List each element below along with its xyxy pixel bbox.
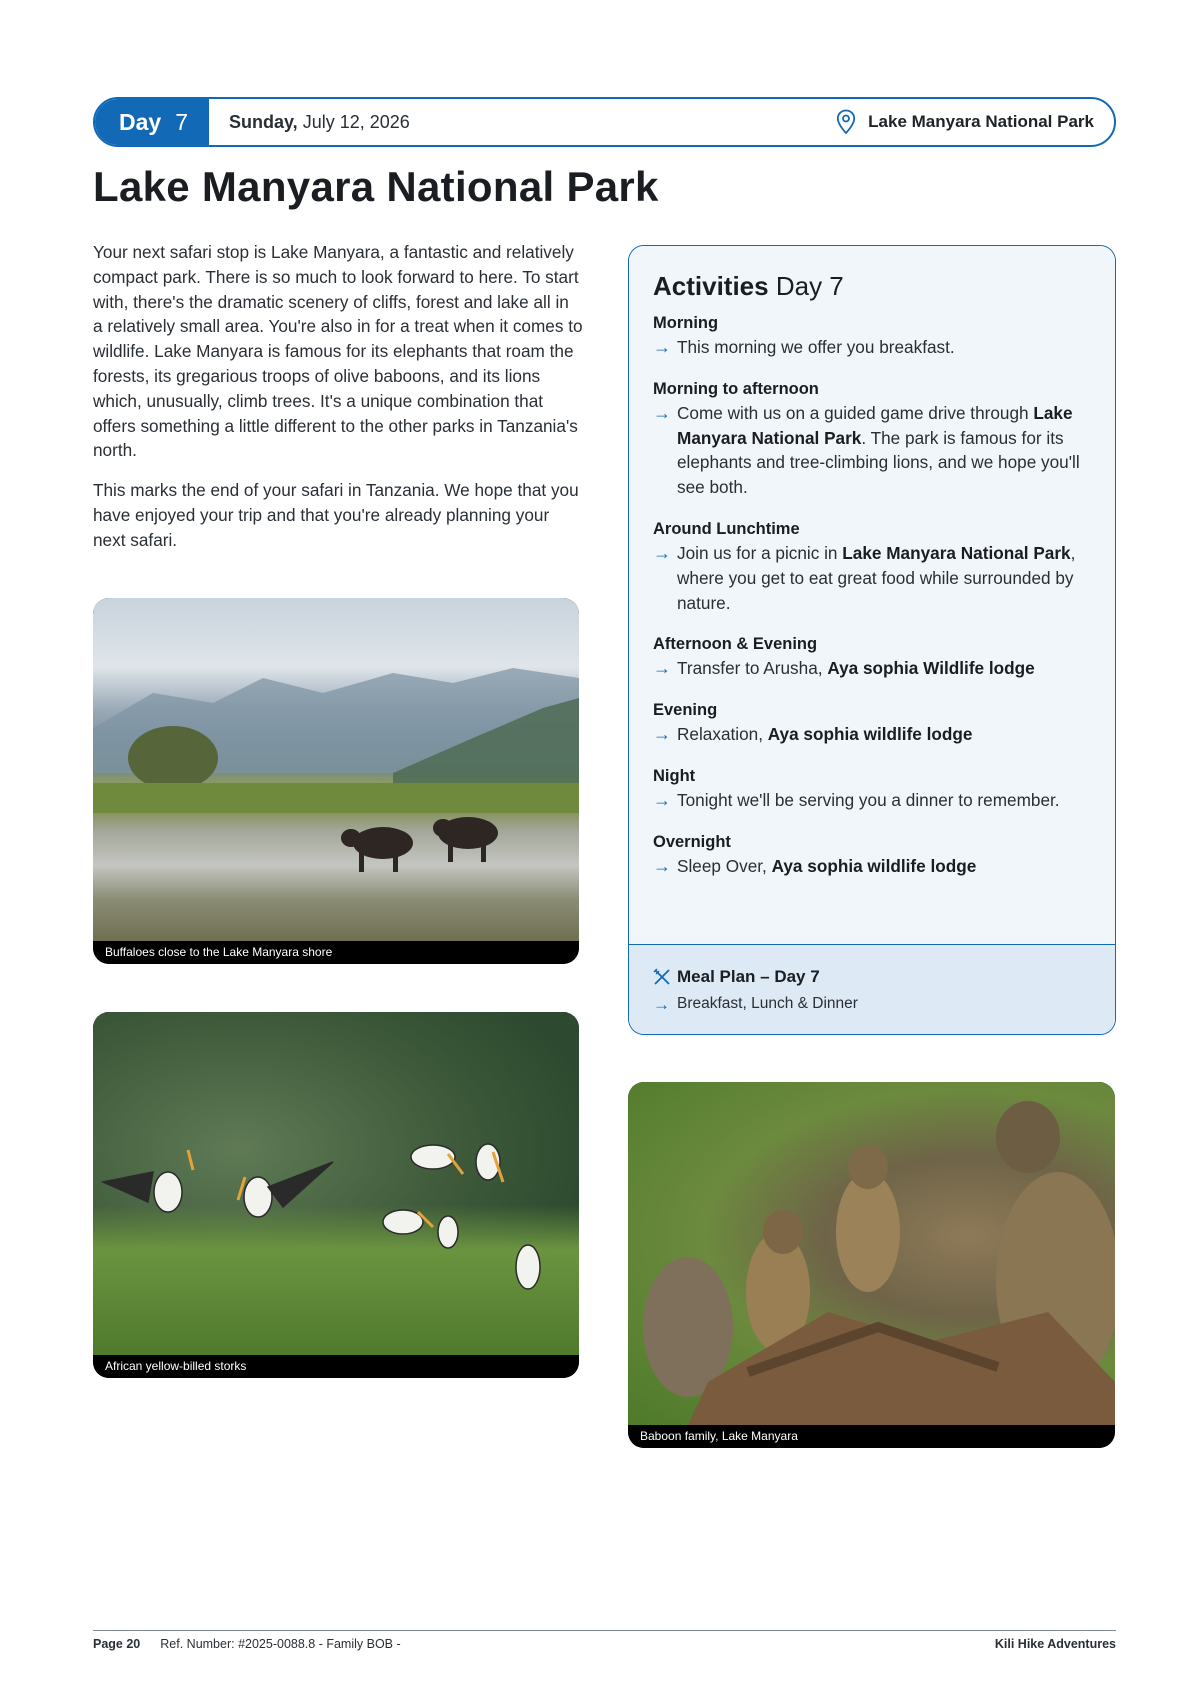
- arrow-right-icon: →: [653, 789, 671, 810]
- arrow-right-icon: →: [653, 542, 671, 563]
- day-date: [209, 112, 836, 133]
- buffalo-caption: Buffaloes close to the Lake Manyara shore: [93, 941, 579, 964]
- activity-time: Morning to afternoon: [653, 379, 819, 398]
- buffalo-image: [93, 598, 579, 941]
- day-number: 7: [175, 108, 188, 135]
- arrow-right-icon: →: [653, 402, 671, 423]
- meal-plan-title: Meal Plan – Day 7: [677, 967, 820, 986]
- storks-photo: [93, 1012, 579, 1378]
- activity-item: [653, 380, 1091, 500]
- arrow-right-icon: →: [653, 658, 671, 679]
- baboons-photo: [628, 1082, 1115, 1448]
- storks-image: [93, 1012, 579, 1355]
- meal-plan: [629, 944, 1115, 1035]
- activity-time: Overnight: [653, 832, 731, 851]
- activity-item: [653, 314, 1091, 360]
- intro-paragraph-2: This marks the end of your safari in Tanzania. We hope that you have enjoyed your trip and that you're already planning your next safari.: [93, 480, 579, 550]
- day-date-text: July 12, 2026: [302, 111, 410, 132]
- arrow-right-icon: →: [653, 724, 671, 745]
- arrow-right-icon: →: [653, 995, 670, 1014]
- activities-title-day: Day 7: [775, 271, 844, 301]
- day-badge: [95, 99, 209, 145]
- activity-time: Night: [653, 766, 696, 785]
- cutlery-icon: [653, 968, 671, 986]
- arrow-right-icon: →: [653, 855, 671, 876]
- activity-item: [653, 635, 1091, 681]
- storks-caption: African yellow-billed storks: [93, 1355, 579, 1378]
- activity-text: Join us for a picnic in Lake Manyara National Park, where you get to eat great food while surrounded by nature.: [677, 542, 1076, 613]
- activities-title: [653, 271, 1091, 302]
- baboons-image: [628, 1082, 1115, 1425]
- activity-text: Sleep Over, Aya sophia wildlife lodge: [677, 855, 977, 876]
- activity-item: [653, 833, 1091, 879]
- brand-name: Kili Hike Adventures: [994, 1637, 1116, 1651]
- intro-paragraph-1: Your next safari stop is Lake Manyara, a fantastic and relatively compact park. There is so much to look forward to here. To start with, there's the dramatic scenery of cliffs, forest and lake all in a relatively small area. You're also in for a treat when it comes to wildlife. Lake Manyara is famous for its elephants that roam the forests, its gregarious troops of olive baboons, and its lions which, unusually, climb trees. It's a unique combination that offers something a little different to the other parks in Tanzania's north.: [93, 242, 583, 461]
- activity-time: Afternoon & Evening: [653, 635, 818, 654]
- day-header-bar: [93, 97, 1116, 147]
- activity-time: Around Lunchtime: [653, 519, 800, 538]
- baboons-illustration: [628, 1082, 1115, 1425]
- footer-divider: [93, 1630, 1116, 1631]
- page-number: Page 20: [93, 1637, 141, 1651]
- day-label: Day: [119, 108, 162, 135]
- activity-time: Morning: [653, 314, 719, 332]
- storks-illustration: [93, 1012, 579, 1355]
- page-title: Lake Manyara National Park: [93, 163, 659, 210]
- meal-plan-text: Breakfast, Lunch & Dinner: [677, 995, 858, 1012]
- footer: [93, 1637, 1116, 1651]
- buffalo-photo: [93, 598, 579, 964]
- activities-panel: [628, 245, 1116, 1035]
- activity-text: Transfer to Arusha, Aya sophia Wildlife lodge: [677, 658, 1035, 679]
- activity-item: [653, 701, 1091, 747]
- day-location-text: Lake Manyara National Park: [868, 112, 1094, 131]
- activities-title-bold: Activities: [653, 271, 769, 301]
- activity-item: [653, 520, 1091, 615]
- activity-time: Evening: [653, 701, 718, 720]
- day-weekday: Sunday,: [229, 111, 298, 132]
- location-pin-icon: [836, 109, 856, 135]
- reference-number: Ref. Number: #2025-0088.8 - Family BOB -: [160, 1637, 401, 1651]
- activity-text: This morning we offer you breakfast.: [677, 337, 955, 357]
- activity-text: Come with us on a guided game drive through Lake Manyara National Park. The park is famous for its elephants and tree-climbing lions, and we hope you'll see both.: [677, 402, 1080, 498]
- activity-text: Relaxation, Aya sophia wildlife lodge: [677, 724, 973, 745]
- intro-text: [93, 240, 583, 568]
- activity-text: Tonight we'll be serving you a dinner to remember.: [677, 789, 1060, 810]
- activity-item: [653, 767, 1091, 813]
- baboons-caption: Baboon family, Lake Manyara: [628, 1425, 1115, 1448]
- day-location: [836, 109, 1114, 135]
- arrow-right-icon: →: [653, 337, 671, 357]
- buffalo-illustration: [93, 598, 579, 941]
